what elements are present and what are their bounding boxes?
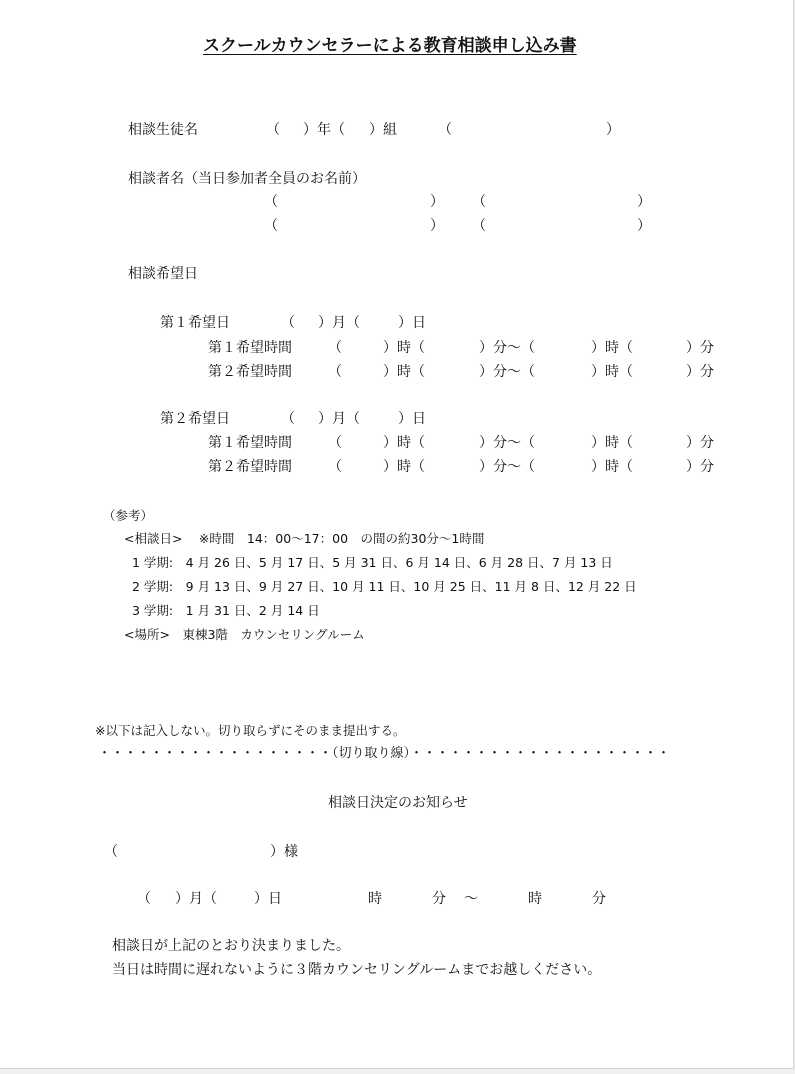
choice-1-label: 第１希望日 <box>160 315 230 331</box>
time-part: （ <box>328 459 342 475</box>
participant-field-close: ） <box>637 194 651 210</box>
time-part: ）分～（ <box>479 364 535 380</box>
notice-date-part: ）日 <box>254 891 282 907</box>
time-part: （ <box>328 435 342 451</box>
notice-name-open: （ <box>104 844 118 860</box>
notice-time-part: 時 <box>528 891 542 907</box>
notice-time-part: 時 <box>368 891 382 907</box>
choice-1-date-part: （ <box>281 315 295 331</box>
document-title: スクールカウンセラーによる教育相談申し込み書 <box>203 36 577 56</box>
choice-2-date-part: ）月（ <box>318 411 360 427</box>
participant-field-close: ） <box>430 194 444 210</box>
choice-2-date-part: （ <box>281 411 295 427</box>
notice-message-2: 当日は時間に遅れないように３階カウンセリングルームまでお越しください。 <box>112 962 602 978</box>
student-label: 相談生徒名 <box>128 122 198 138</box>
reference-term-3: 3 学期: 1 月 31 日、2 月 14 日 <box>132 603 320 618</box>
name-field-open: （ <box>438 122 452 138</box>
participant-field-open: （ <box>472 218 486 234</box>
time-part: ）時（ <box>591 435 633 451</box>
notice-time-part: 分 <box>592 891 606 907</box>
time-part: ）分～（ <box>479 340 535 356</box>
cut-line: ・・・・・・・・・・・・・・・・・・（切り取り線）・・・・・・・・・・・・・・・・・・・・ <box>98 746 671 761</box>
choice-2-date-part: ）日 <box>398 411 426 427</box>
time-part: ）分 <box>686 435 714 451</box>
time-part: ）分 <box>686 459 714 475</box>
time-part: ）時（ <box>591 459 633 475</box>
grade-open-paren: （ <box>266 122 280 138</box>
class-field-close: ）組 <box>369 122 397 138</box>
time-part: ）時（ <box>383 459 425 475</box>
choice-2-label: 第２希望日 <box>160 411 230 427</box>
notice-message-1: 相談日が上記のとおり決まりました。 <box>112 938 350 954</box>
notice-time-part: ～ <box>464 891 478 907</box>
reference-date-line: <相談日> ※時間 14：00～17：00 の間の約30分～1時間 <box>124 531 485 546</box>
choice-2-time-2-label: 第２希望時間 <box>208 459 292 475</box>
notice-date-part: （ <box>137 891 151 907</box>
reference-heading: （参考） <box>103 508 154 523</box>
notice-name-close: ）様 <box>270 844 298 860</box>
participant-field-open: （ <box>264 218 278 234</box>
name-field-close: ） <box>606 122 620 138</box>
reference-place: <場所> 東棟3階 カウンセリングルーム <box>124 627 365 642</box>
choice-1-date-part: ）日 <box>398 315 426 331</box>
time-part: ）時（ <box>383 340 425 356</box>
time-part: ）時（ <box>383 364 425 380</box>
time-part: ）分 <box>686 364 714 380</box>
time-part: ）時（ <box>591 364 633 380</box>
time-part: ）時（ <box>591 340 633 356</box>
choice-2-time-1-label: 第１希望時間 <box>208 435 292 451</box>
reference-term-2: 2 学期: 9 月 13 日、9 月 27 日、10 月 11 日、10 月 25 日、11 月 8 日、12 月 22 日 <box>132 579 637 594</box>
participant-field-open: （ <box>472 194 486 210</box>
notice-date-part: ）月（ <box>175 891 217 907</box>
time-part: ）分 <box>686 340 714 356</box>
time-part: ）分～（ <box>479 459 535 475</box>
do-not-fill-note: ※以下は記入しない。切り取らずにそのまま提出する。 <box>95 723 406 738</box>
participant-field-open: （ <box>264 194 278 210</box>
notice-title: 相談日決定のお知らせ <box>328 795 468 811</box>
participants-label: 相談者名（当日参加者全員のお名前） <box>128 171 366 187</box>
choice-1-time-2-label: 第２希望時間 <box>208 364 292 380</box>
reference-term-1: 1 学期: 4 月 26 日、5 月 17 日、5 月 31 日、6 月 14 日、6 月 28 日、7 月 13 日 <box>132 555 613 570</box>
time-part: （ <box>328 364 342 380</box>
time-part: （ <box>328 340 342 356</box>
choice-1-date-part: ）月（ <box>318 315 360 331</box>
participant-field-close: ） <box>637 218 651 234</box>
participant-field-close: ） <box>430 218 444 234</box>
time-part: ）分～（ <box>479 435 535 451</box>
choice-1-time-1-label: 第１希望時間 <box>208 340 292 356</box>
notice-time-part: 分 <box>432 891 446 907</box>
preferred-date-label: 相談希望日 <box>128 266 198 282</box>
grade-field-close: ）年（ <box>303 122 345 138</box>
time-part: ）時（ <box>383 435 425 451</box>
